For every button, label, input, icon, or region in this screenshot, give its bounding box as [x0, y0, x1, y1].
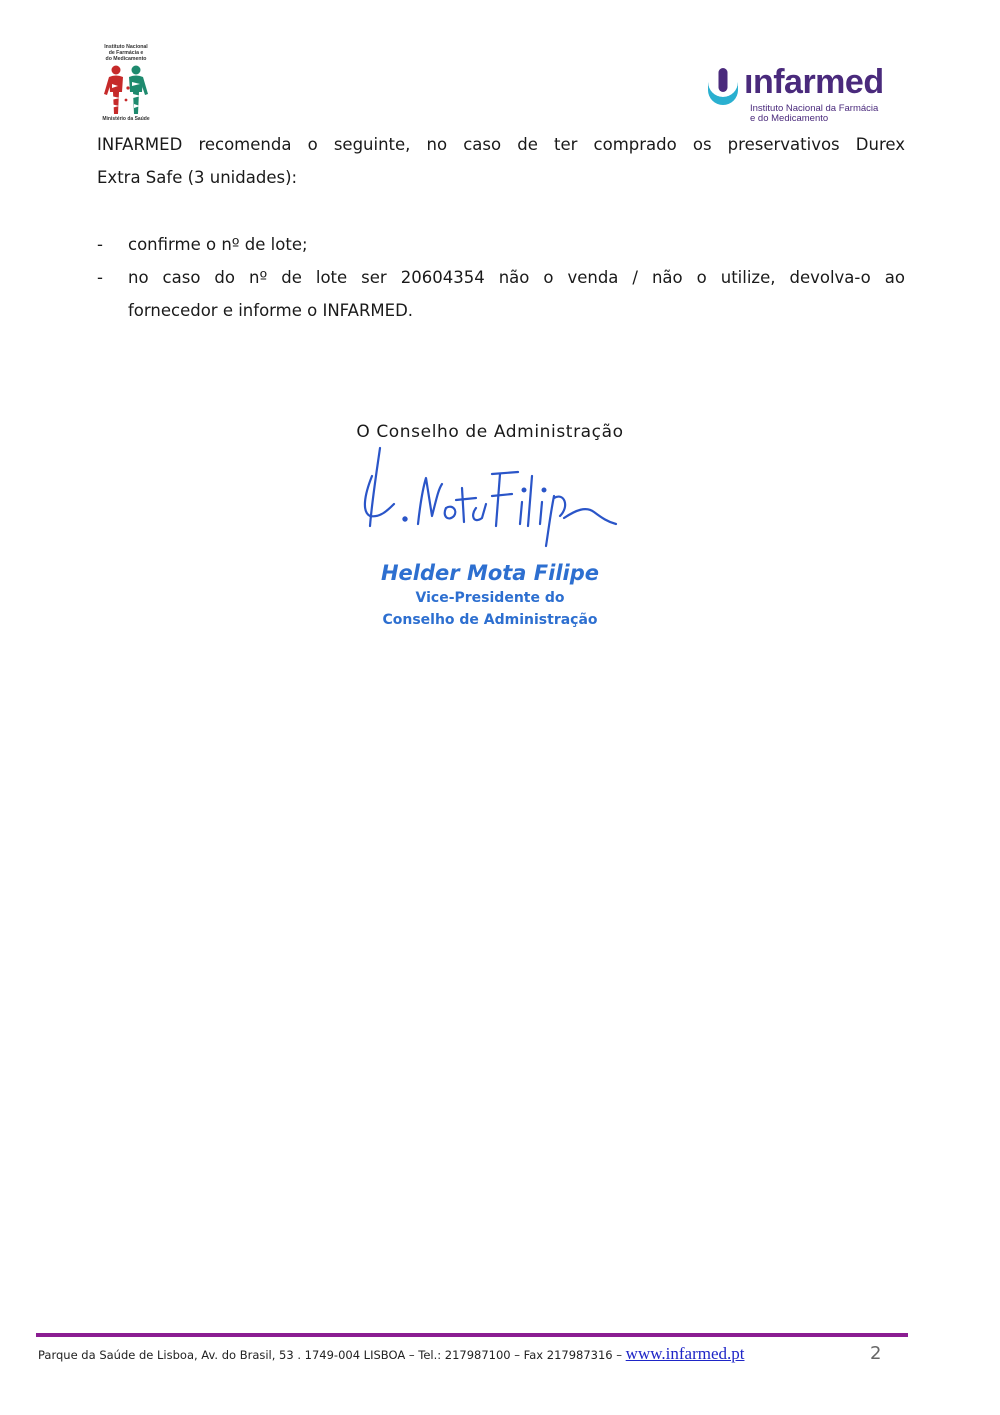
recommendation-paragraph-line-1: INFARMED recomenda o seguinte, no caso de ter comprado os preservativos Durex: [97, 135, 905, 154]
list-item-text-line-2: fornecedor e informe o INFARMED.: [128, 301, 414, 320]
recommendation-list: [97, 228, 905, 327]
signer-name: Helder Mota Filipe: [380, 561, 600, 585]
footer-address: [38, 1344, 744, 1364]
footer-address-text: Parque da Saúde de Lisboa, Av. do Brasil, 53 . 1749-004 LISBOA – Tel.: 217987100 – Fax 217987316 –: [38, 1348, 626, 1362]
list-item-text-line-1: no caso do nº de lote ser 20604354 não o venda / não o utilize, devolva-o ao: [128, 268, 905, 287]
infarmed-subtitle: Instituto Nacional da Farmácia e do Medicamento: [750, 103, 879, 124]
list-item: [97, 261, 905, 327]
signer-role-line-1: Vice-Presidente do: [415, 590, 565, 606]
infarmed-mark-icon: [704, 68, 742, 112]
ministry-logo: [95, 44, 157, 134]
council-heading: O Conselho de Administração: [356, 422, 624, 442]
list-item: [97, 228, 905, 261]
ministry-figures-icon: [100, 64, 152, 116]
infarmed-wordmark: ınfarmed: [744, 63, 884, 101]
ministry-logo-top-text: Instituto Nacional de Farmácia e do Medicamento: [104, 44, 148, 63]
recommendation-paragraph: [97, 128, 905, 194]
handwritten-signature: [350, 446, 630, 556]
bullet-marker: -: [97, 268, 103, 287]
recommendation-paragraph-line-2: Extra Safe (3 unidades):: [97, 168, 298, 187]
signer-role-line-2: Conselho de Administração: [382, 612, 598, 628]
list-item-text: confirme o nº de lote;: [128, 235, 308, 254]
bullet-marker: -: [97, 235, 103, 254]
footer-divider: [36, 1333, 908, 1337]
ministry-logo-bottom-text: Ministério da Saúde: [102, 115, 150, 122]
page-number: 2: [870, 1343, 882, 1364]
infarmed-logo: [700, 63, 885, 128]
signer-block: [340, 559, 640, 631]
website-link[interactable]: www.infarmed.pt: [625, 1344, 745, 1363]
